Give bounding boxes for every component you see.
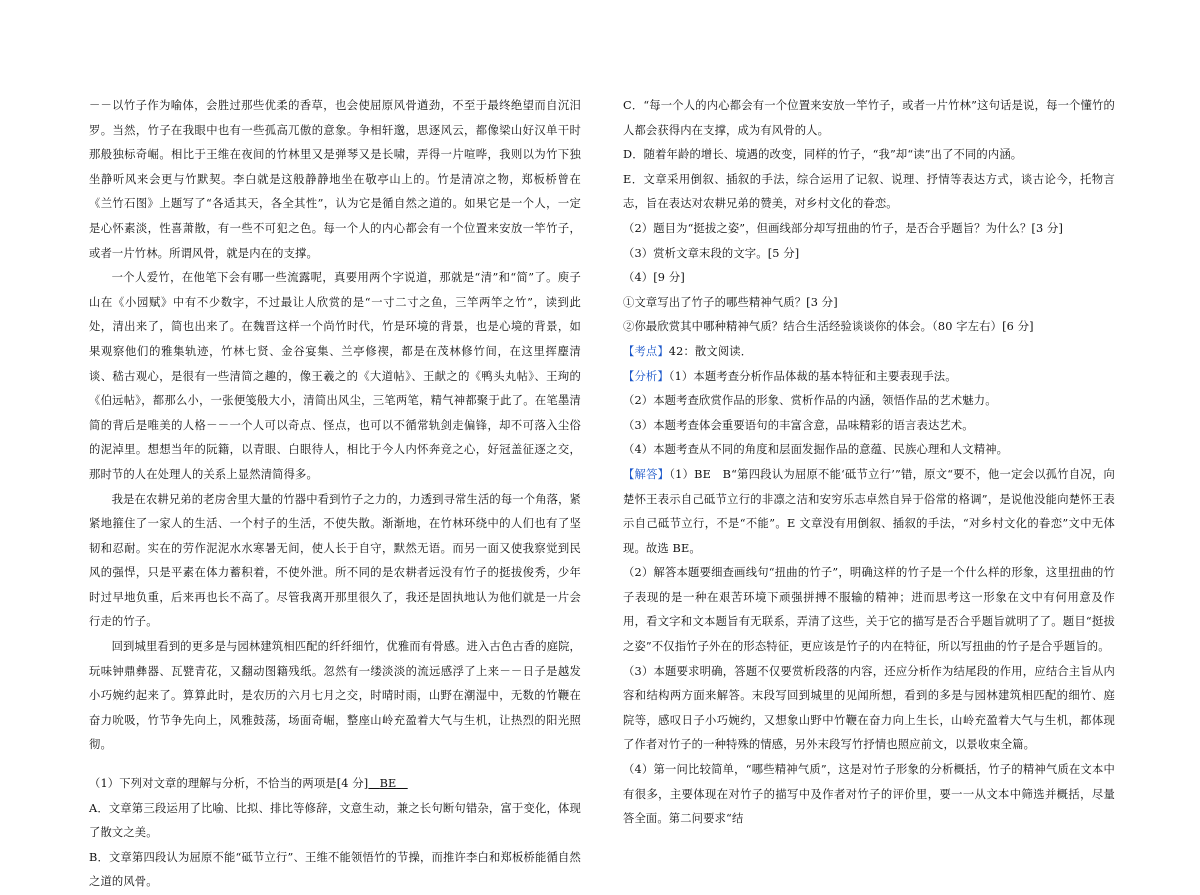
question-4-part-1: ①文章写出了竹子的哪些精神气质？[3 分] (623, 295, 838, 309)
kaodian-text: 42：散文阅读． (668, 344, 753, 358)
question-1-prompt: （1）下列对文章的理解与分析，不恰当的两项是[4 分] (89, 777, 369, 791)
question-4-part-2: ②你最欣赏其中哪种精神气质？结合生活经验谈谈你的体会。（80 字左右）[6 分] (623, 320, 1034, 334)
jieda-paragraph-4: （4）第一问比较简单，“哪些精神气质”，这是对竹子形象的分析概括，竹子的精神气质在文本中有很多，主要体现在对竹子的描写中及作者对竹子的评价里，要一一从文本中筛选并概括，尽量答全面。第二问要求“结 (623, 763, 1115, 826)
question-2: （2）题目为“挺拔之姿”，但画线部分却写扭曲的竹子，是否合乎题旨？为什么？[3 分] (623, 221, 1064, 235)
option-e: E．文章采用倒叙、插叙的手法，综合运用了记叙、说理、抒情等表达方式，谈古论今，托物言志，旨在表达对农耕兄弟的赞美，对乡村文化的眷恋。 (623, 172, 1115, 211)
jieda-label: 【解答】 (623, 467, 670, 481)
fenxi-item-4: （4）本题考查从不同的角度和层面发掘作品的意蕴、民族心理和人文精神。 (623, 443, 1009, 457)
question-1 (89, 772, 581, 797)
fenxi-item-1: 【分析】（1）本题考查分析作品体裁的基本特征和主要表现手法。 (623, 369, 957, 383)
passage-paragraph-5: 我是在农耕兄弟的老房舍里大量的竹器中看到竹子之力的，力透到寻常生活的每一个角落，紧紧地箍住了一家人的生活、一个村子的生活，不使失散。渐渐地，在竹林环绕中的人们也有了坚韧和忍耐。实在的劳作泥泥水水寒暑无间，使人长于自守，默然无语。而另一面又使我察觉到民风的强悍，只是平素在体力蓄积着，不使外泄。所不同的是农耕者远没有竹子的挺拔俊秀，少年时过早地负重，后来再也长不高了。尽管我离开那里很久了，我还是固执地认为他们就是一片会行走的竹子。 (89, 492, 581, 629)
kaodian-label: 【考点】 (623, 344, 669, 358)
passage-paragraph-3: －－以竹子作为喻体，会胜过那些优柔的香草，也会使屈原风骨遒劲，不至于最终绝望而自沉汨罗。当然，竹子在我眼中也有一些孤高兀傲的意象。争相轩邈，思逐风云，都像梁山好汉单干时那般独标奇崛。相比于王维在夜间的竹林里又是弹琴又是长啸，弄得一片喧哗，我则以为竹下独坐静听风来会更与竹默契。李白就是这般静静地坐在敬亭山上的。竹是清凉之物，郑板桥曾在《兰竹石图》上题写了“各适其天，各全其性”，认为它是循自然之道的。如果它是一个人，一定是心怀素淡，性喜萧散，有一些不可犯之色。每一个人的内心都会有一个位置来安放一竿竹子，或者一片竹林。所谓风骨，就是内在的支撑。 (89, 99, 581, 260)
right-column (623, 94, 1115, 832)
option-c: C．“每一个人的内心都会有一个位置来安放一竿竹子，或者一片竹林”这句话是说，每一个懂竹的人都会获得内在支撑，成为有风骨的人。 (623, 99, 1115, 137)
left-column (89, 94, 581, 895)
option-b: B．文章第四段认为屈原不能“砥节立行”、王维不能领悟竹的节操，而推许李白和郑板桥能循自然之道的风骨。 (89, 850, 581, 889)
passage-paragraph-6: 回到城里看到的更多是与园林建筑相匹配的纤纤细竹，优雅而有骨感。进入古色古香的庭院，玩味钟鼎彝器、瓦甓青花，又翻动图籍残纸。忽然有一缕淡淡的流远感浮了上来－－日子是越发小巧婉约起来了。算算此时，是农历的六月七月之交，时晴时雨，山野在潮湿中，无数的竹鞭在奋力吮吸，竹节争先向上，风雅鼓荡，场面奇崛，整座山岭充盈着大气与生机，让热烈的阳光照彻。 (89, 640, 581, 752)
passage-paragraph-4: 一个人爱竹，在他笔下会有哪一些流露呢，真要用两个字说道，那就是“清”和“简”了。庾子山在《小园赋》中有不少数字，不过最让人欣赏的是“一寸二寸之鱼，三竿两竿之竹”，读到此处，清出来了，简也出来了。在魏晋这样一个尚竹时代，竹是环境的背景，也是心境的背景，如果观察他们的雅集轨迹，竹林七贤、金谷宴集、兰亭修禊，都是在茂林修竹间，在这里挥麈清谈、嵇古观心，是很有一些清简之趣的，像王羲之的《大道帖》、王献之的《鸭头丸帖》、王珣的《伯远帖》，都那么小，一张便笺般大小，清简出风尘，三笔两笔，精气神都聚于此了。在笔墨清简的背后是唯美的人格－－一个人可以奇点、怪点，也可以不循常轨剑走偏锋，却不可落入尘俗的泥淖里。想想当年的阮籍，以青眼、白眼待人，相比于今人内怀奔竞之心，好冠盖征逐之交，那时节的人在处理人的关系上显然清简得多。 (89, 271, 581, 481)
fenxi-item-3: （3）本题考查体会重要语句的丰富含意，品味精彩的语言表达艺术。 (623, 418, 974, 432)
jieda-paragraph-3: （3）本题要求明确，答题不仅要赏析段落的内容，还应分析作为结尾段的作用，应结合主旨从内容和结构两方面来解答。末段写回到城里的见闻所想，看到的多是与园林建筑相匹配的细竹、庭院等，感叹日子小巧婉约，又想象山野中竹鞭在奋力向上生长，山岭充盈着大气与生机，都体现了作者对竹子的一种特殊的情感，另外末段写竹抒情也照应前文，以景收束全篇。 (623, 664, 1115, 752)
option-a: A．文章第三段运用了比喻、比拟、排比等修辞，文意生动，兼之长句断句错杂，富于变化，体现了散文之美。 (89, 801, 581, 840)
jieda-paragraph-1: 【解答】（1）BE B“第四段认为屈原不能‘砥节立行’”错，原文“要不，他一定会以孤竹自况，向楚怀王表示自己砥节立行的非凛之洁和安穷乐志卓然自异于俗常的格调”，是说他没能向楚怀王表示自己砥节立行，不是“不能”。E 文章没有用倒叙、插叙的手法，“对乡村文化的眷恋”文中无体现。故选 BE。 (623, 467, 1115, 555)
question-3: （3）赏析文章末段的文字。[5 分] (623, 246, 800, 260)
question-4: （4）[9 分] (623, 271, 685, 285)
question-1-answer: BE (379, 777, 397, 791)
option-d: D．随着年龄的增长、境遇的改变，同样的竹子，“我”却“读”出了不同的内涵。 (623, 148, 1023, 162)
jieda-paragraph-2: （2）解答本题要细查画线句“扭曲的竹子”，明确这样的竹子是一个什么样的形象，这里扭曲的竹子表现的是一种在艰苦环境下顽强拼搏不服输的精神；进而思考这一形象在文中有何用意及作用，看文字和文本题旨有无联系，弄清了这些，关于它的描写是否合乎题旨就明了了。题目“挺拔之姿”不仅指竹子外在的形态特征，更应该是竹子的内在特征，所以写扭曲的竹子是合乎题旨的。 (623, 566, 1115, 654)
fenxi-item-2: （2）本题考查欣赏作品的形象、赏析作品的内涵，领悟作品的艺术魅力。 (623, 394, 997, 408)
fenxi-label: 【分析】 (623, 369, 669, 383)
kaodian-section (623, 340, 1115, 365)
spacer (89, 758, 581, 772)
